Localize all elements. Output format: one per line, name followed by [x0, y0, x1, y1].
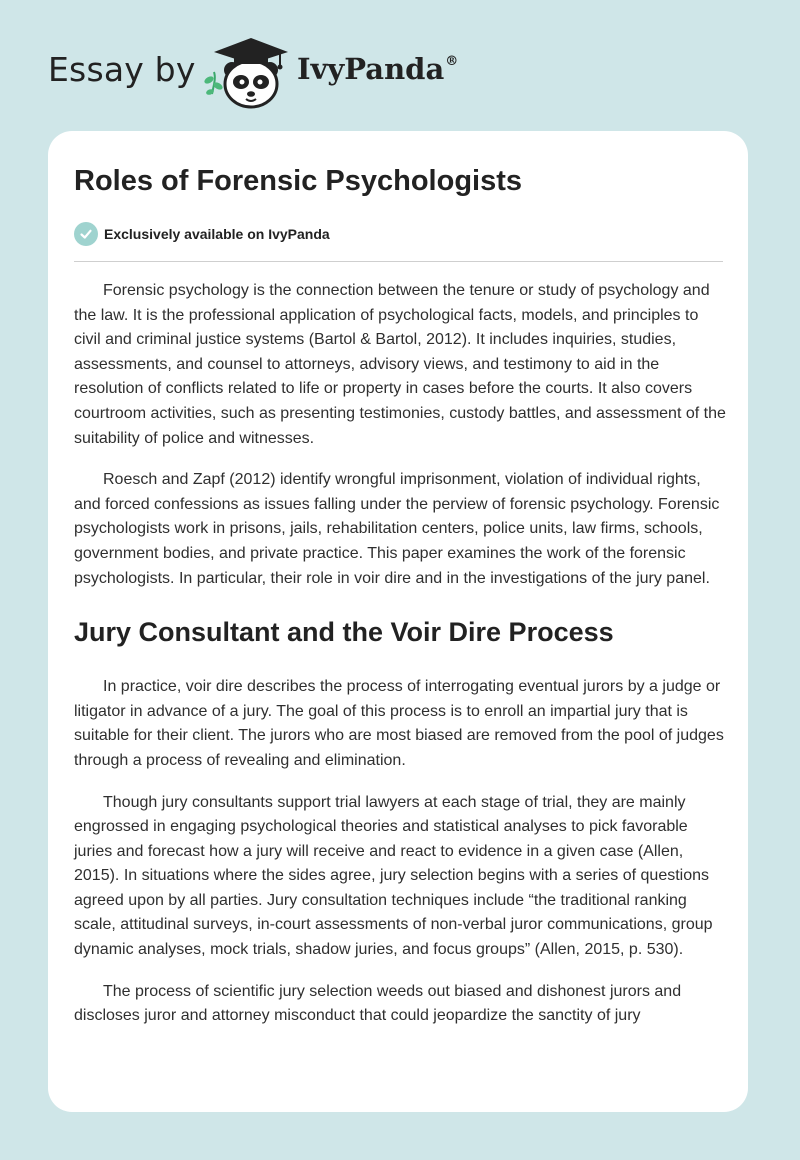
essay-card	[48, 131, 748, 1112]
page-title: Roles of Forensic Psychologists	[74, 165, 522, 197]
panda-mascot-icon	[200, 34, 294, 110]
check-icon	[74, 222, 98, 246]
paragraph: Roesch and Zapf (2012) identify wrongful imprisonment, violation of individual rights, and forced confessions as issues falling under the perview of forensic psychology. Forensic psychologists work in prisons, jails, rehabilitation centers, police units, law firms, schools, government bodies, and private practice. This paper examines the work of the forensic psychologists. In particular, their role in voir dire and in the investigations of the jury panel.	[74, 471, 720, 587]
essay-by-label: Essay by	[48, 50, 196, 89]
brand-logo-text[interactable]	[297, 52, 458, 86]
divider	[74, 261, 723, 262]
site-header	[0, 0, 800, 130]
essay-body	[74, 279, 726, 1046]
registered-mark: ®	[445, 54, 459, 69]
paragraph: Forensic psychology is the connection between the tenure or study of psychology and the law. It is the professional application of psychological facts, models, and principles to civil and criminal justice systems (Bartol & Bartol, 2012). It includes inquiries, studies, assessments, and counsel to attorneys, advisory views, and testimony to aid in the resolution of conflicts related to life or property in cases before the courts. It also covers courtroom activities, such as presenting testimonies, custody battles, and assessment of the suitability of police and witnesses.	[74, 282, 726, 447]
exclusive-label: Exclusively available on IvyPanda	[104, 226, 330, 242]
paragraph: Though jury consultants support trial lawyers at each stage of trial, they are mainly engrossed in engaging psychological theories and statistical analyses to pick favorable juries and forecast how a jury will receive and react to evidence in a given case (Allen, 2015). In situations where the sides agree, jury selection begins with a series of questions agreed upon by all parties. Jury consultation techniques include “the traditional ranking scale, attitudinal surveys, in-court assessments of non-verbal juror communications, group dynamic analyses, mock trials, shadow juries, and focus groups” (Allen, 2015, p. 530).	[74, 793, 713, 959]
section-heading: Jury Consultant and the Voir Dire Process	[74, 617, 614, 648]
paragraph: In practice, voir dire describes the process of interrogating eventual jurors by a judge or litigator in advance of a jury. The goal of this process is to enroll an impartial jury that is suitable for their client. The jurors who are most biased are removed from the pool of judges through a process of revealing and elimination.	[74, 678, 724, 769]
exclusive-badge	[74, 222, 330, 246]
paragraph: The process of scientific jury selection weeds out biased and dishonest jurors and discloses juror and attorney misconduct that could jeopardize the sanctity of jury	[74, 982, 682, 1025]
leaf-icon	[203, 72, 224, 96]
brand-name: IvyPanda	[297, 52, 445, 86]
